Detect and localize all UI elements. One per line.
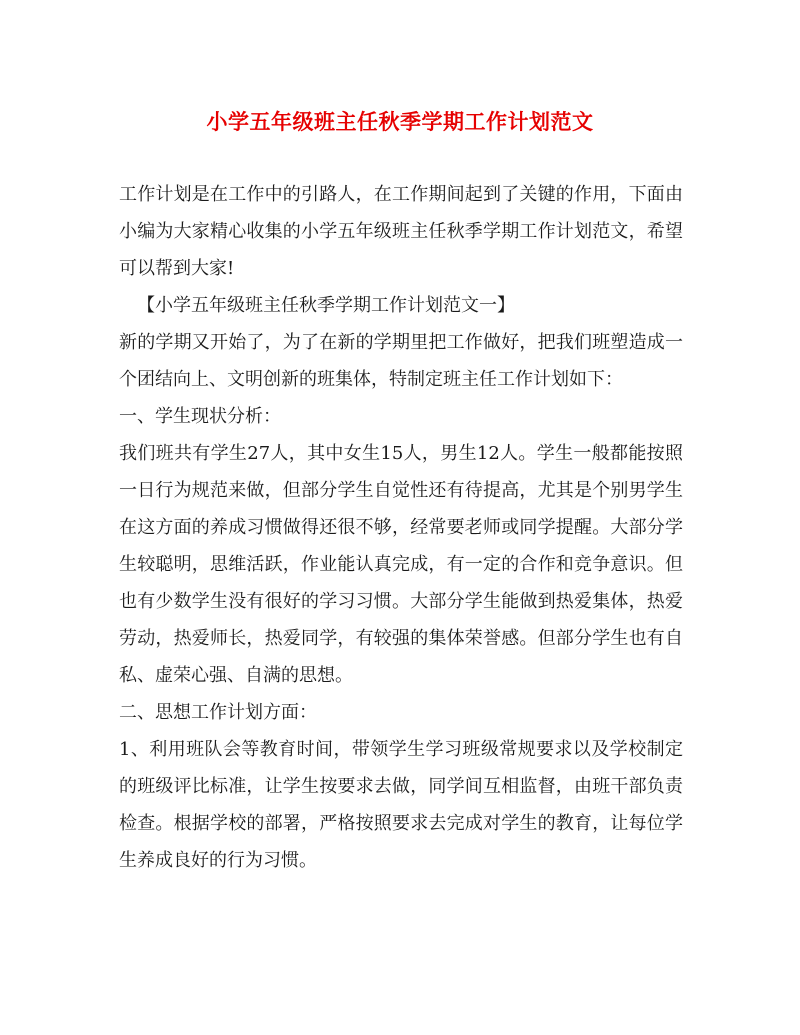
opening-paragraph: 新的学期又开始了，为了在新的学期里把工作做好，把我们班塑造成一个团结向上、文明创新的班集体，特制定班主任工作计划如下： bbox=[119, 332, 683, 390]
student-analysis-paragraph: 我们班共有学生27人，其中女生15人，男生12人。学生一般都能按照一日行为规范来做，但部分学生自觉性还有待提高，尤其是个别男学生在这方面的养成习惯做得还很不够，经常要老师或同学提醒。大部分学生较聪明，思维活跃，作业能认真完成，有一定的合作和竞争意识。但也有少数学生没有很好的学习习惯。大部分学生能做到热爱集体，热爱劳动，热爱师长，热爱同学，有较强的集体荣誉感。但部分学生也有自私、虚荣心强、自满的思想。 bbox=[119, 443, 683, 686]
heading-ideological-work: 二、思想工作计划方面： bbox=[119, 702, 317, 723]
document-body bbox=[119, 176, 683, 879]
section-heading-sample-one: 【小学五年级班主任秋季学期工作计划范文一】 bbox=[137, 295, 515, 316]
document-title: 小学五年级班主任秋季学期工作计划范文 bbox=[206, 109, 594, 134]
heading-student-analysis: 一、学生现状分析： bbox=[119, 406, 281, 427]
ideological-work-item-1: 1、利用班队会等教育时间，带领学生学习班级常规要求以及学校制定的班级评比标准，让学生按要求去做，同学间互相监督，由班干部负责检查。根据学校的部署，严格按照要求去完成对学生的教育，让每位学生养成良好的行为习惯。 bbox=[119, 739, 683, 871]
intro-paragraph: 工作计划是在工作中的引路人，在工作期间起到了关键的作用，下面由小编为大家精心收集的小学五年级班主任秋季学期工作计划范文，希望可以帮到大家! bbox=[119, 184, 683, 279]
